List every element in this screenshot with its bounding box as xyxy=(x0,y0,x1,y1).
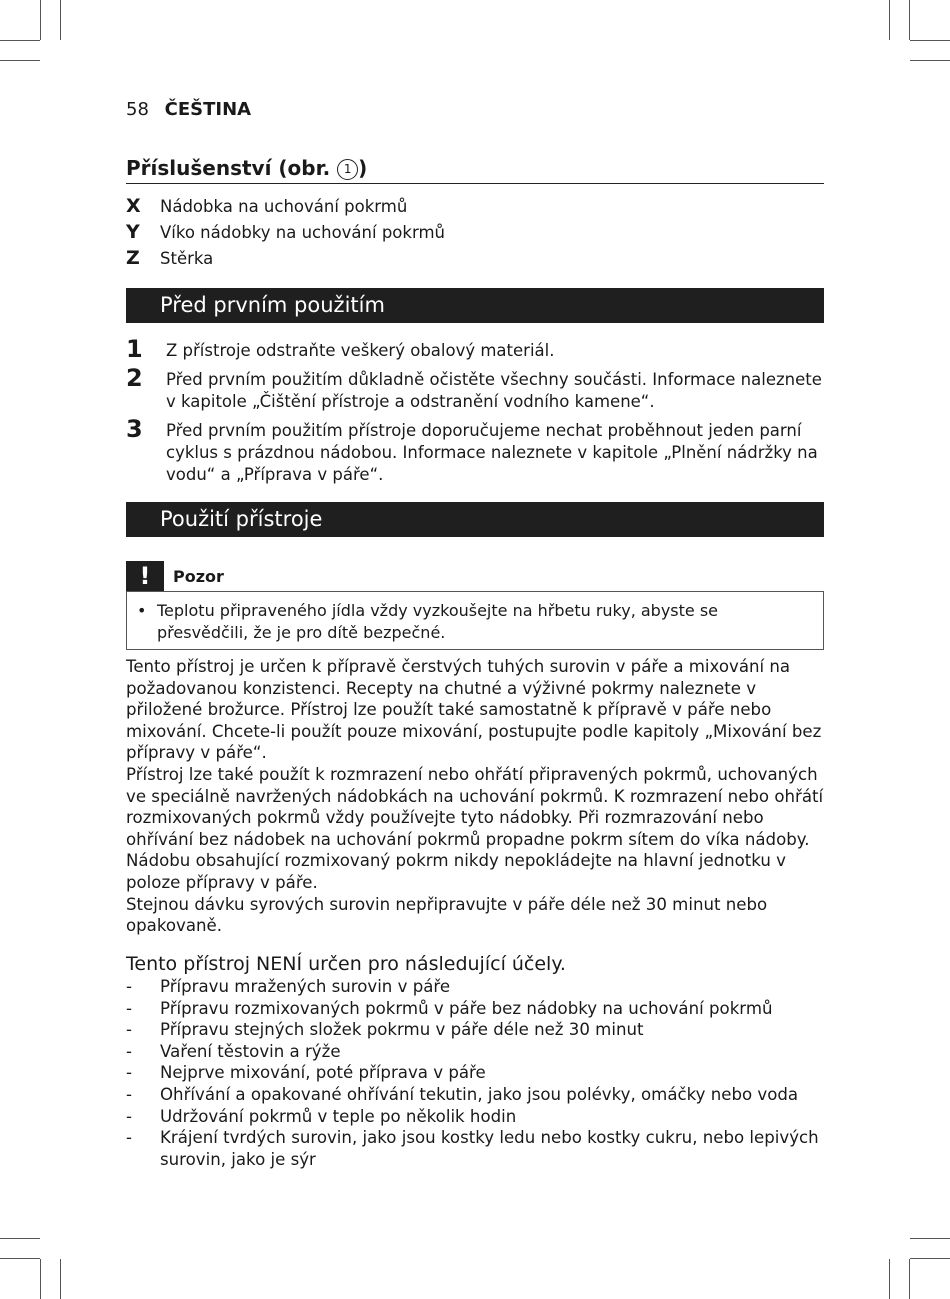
paragraph: Nádobu obsahující rozmixovaný pokrm nikdy nepokládejte na hlavní jednotku v poloze přípravy v páře. xyxy=(126,851,786,892)
accessory-item xyxy=(126,245,445,271)
list-item xyxy=(126,1084,824,1106)
step-item xyxy=(126,365,824,413)
crop-mark xyxy=(0,60,40,61)
crop-mark xyxy=(910,60,950,61)
accessory-key: X xyxy=(126,195,141,217)
list-item-text: Přípravu rozmixovaných pokrmů v páře bez nádobky na uchování pokrmů xyxy=(160,998,773,1018)
section-heading-usage: Použití přístroje xyxy=(126,502,824,537)
crop-mark xyxy=(60,0,61,40)
accessories-list xyxy=(126,193,445,271)
list-item xyxy=(126,998,824,1020)
step-number: 1 xyxy=(126,335,143,363)
dash-marker: - xyxy=(126,1128,132,1148)
caution-header xyxy=(126,561,224,591)
list-item xyxy=(126,1127,824,1170)
list-item xyxy=(126,1106,824,1128)
crop-mark xyxy=(0,1258,40,1259)
accessory-label: Nádobka na uchování pokrmů xyxy=(160,196,408,216)
step-item xyxy=(126,336,824,362)
step-number: 2 xyxy=(126,364,143,392)
dash-marker: - xyxy=(126,1084,132,1104)
caution-label: Pozor xyxy=(173,566,224,586)
bullet-icon: • xyxy=(137,601,147,620)
accessory-key: Y xyxy=(126,221,140,243)
crop-mark xyxy=(889,0,890,40)
accessory-label: Víko nádobky na uchování pokrmů xyxy=(160,222,445,242)
list-item-text: Krájení tvrdých surovin, jako jsou kostky ledu nebo kostky cukru, nebo lepivých surovin, jako je sýr xyxy=(160,1128,819,1169)
accessories-title-end: ) xyxy=(358,156,368,180)
list-item-text: Ohřívání a opakované ohřívání tekutin, jako jsou polévky, omáčky nebo voda xyxy=(160,1084,799,1104)
step-text: Před prvním použitím přístroje doporučujeme nechat proběhnout jeden parní cyklus s prázdnou nádobou. Informace naleznete v kapitole „Plnění nádržky na vodu“ a „Příprava v páře“. xyxy=(166,421,818,484)
caution-text: Teplotu připraveného jídla vždy vyzkoušejte na hřbetu ruky, abyste se přesvědčili, že je pro dítě bezpečné. xyxy=(157,601,719,642)
dash-marker: - xyxy=(126,1106,132,1126)
list-item xyxy=(126,1062,824,1084)
list-item-text: Přípravu stejných složek pokrmu v páře déle než 30 minut xyxy=(160,1020,644,1040)
crop-mark xyxy=(60,1259,61,1299)
steps-list xyxy=(126,336,824,489)
crop-mark xyxy=(40,0,41,40)
accessory-key: Z xyxy=(126,247,140,269)
paragraph: Stejnou dávku syrových surovin nepřipravujte v páře déle než 30 minut nebo opakovaně. xyxy=(126,894,768,936)
list-item-text: Nejprve mixování, poté příprava v páře xyxy=(160,1063,486,1083)
step-text: Před prvním použitím důkladně očistěte všechny součásti. Informace naleznete v kapitole „Čištění přístroje a odstranění vodního kamene“. xyxy=(166,370,822,411)
list-item xyxy=(126,1041,824,1063)
list-item xyxy=(126,1019,824,1041)
list-item-text: Vaření těstovin a rýže xyxy=(160,1041,341,1061)
accessories-heading xyxy=(126,156,824,184)
accessory-label: Stěrka xyxy=(160,248,214,268)
usage-description xyxy=(126,656,824,937)
crop-mark xyxy=(40,1259,41,1299)
dash-marker: - xyxy=(126,977,132,996)
accessory-item xyxy=(126,193,445,219)
warning-icon: ! xyxy=(126,561,164,591)
caution-box xyxy=(126,591,824,650)
crop-mark xyxy=(0,1238,40,1239)
list-item xyxy=(126,976,824,998)
paragraph: Přístroj lze také použít k rozmrazení nebo ohřátí připravených pokrmů, uchovaných ve speciálně navržených nádobkách na uchování pokrmů. K rozmrazení nebo ohřátí rozmixovaných pokrmů vždy používejte tyto nádobky. Při rozmrazování nebo ohřívání bez nádobek na uchování pokrmů propadne pokrm sítem do víka nádoby. xyxy=(126,764,824,849)
crop-mark xyxy=(909,1259,910,1299)
page-number: 58 xyxy=(126,99,149,120)
list-item-text: Přípravu mražených surovin v páře xyxy=(160,977,451,996)
figure-reference: 1 xyxy=(337,159,358,180)
crop-mark xyxy=(0,40,40,41)
section-heading-before-first-use: Před prvním použitím xyxy=(126,288,824,323)
not-intended-heading: Tento přístroj NENÍ určen pro následující účely. xyxy=(126,953,566,975)
dash-marker: - xyxy=(126,1063,132,1083)
page-header xyxy=(126,99,251,120)
language-label: ČEŠTINA xyxy=(164,99,252,120)
crop-mark xyxy=(910,1238,950,1239)
accessories-title: Příslušenství (obr. xyxy=(126,156,338,180)
step-item xyxy=(126,416,824,486)
dash-marker: - xyxy=(126,998,132,1018)
crop-mark xyxy=(889,1259,890,1299)
dash-marker: - xyxy=(126,1041,132,1061)
crop-mark xyxy=(909,0,910,40)
paragraph: Tento přístroj je určen k přípravě čerstvých tuhých surovin v páře a mixování na požadovanou konzistenci. Recepty na chutné a výživné pokrmy naleznete v přiložené brožurce. Přístroj lze použít také samostatně k přípravě v páře nebo mixování. Chcete-li použít pouze mixování, postupujte podle kapitoly „Mixování bez přípravy v páře“. xyxy=(126,657,822,763)
accessory-item xyxy=(126,219,445,245)
step-number: 3 xyxy=(126,415,143,443)
list-item-text: Udržování pokrmů v teple po několik hodin xyxy=(160,1106,517,1126)
crop-mark xyxy=(910,1258,950,1259)
crop-mark xyxy=(910,40,950,41)
not-intended-list xyxy=(126,976,824,1170)
step-text: Z přístroje odstraňte veškerý obalový materiál. xyxy=(166,341,555,360)
dash-marker: - xyxy=(126,1020,132,1040)
